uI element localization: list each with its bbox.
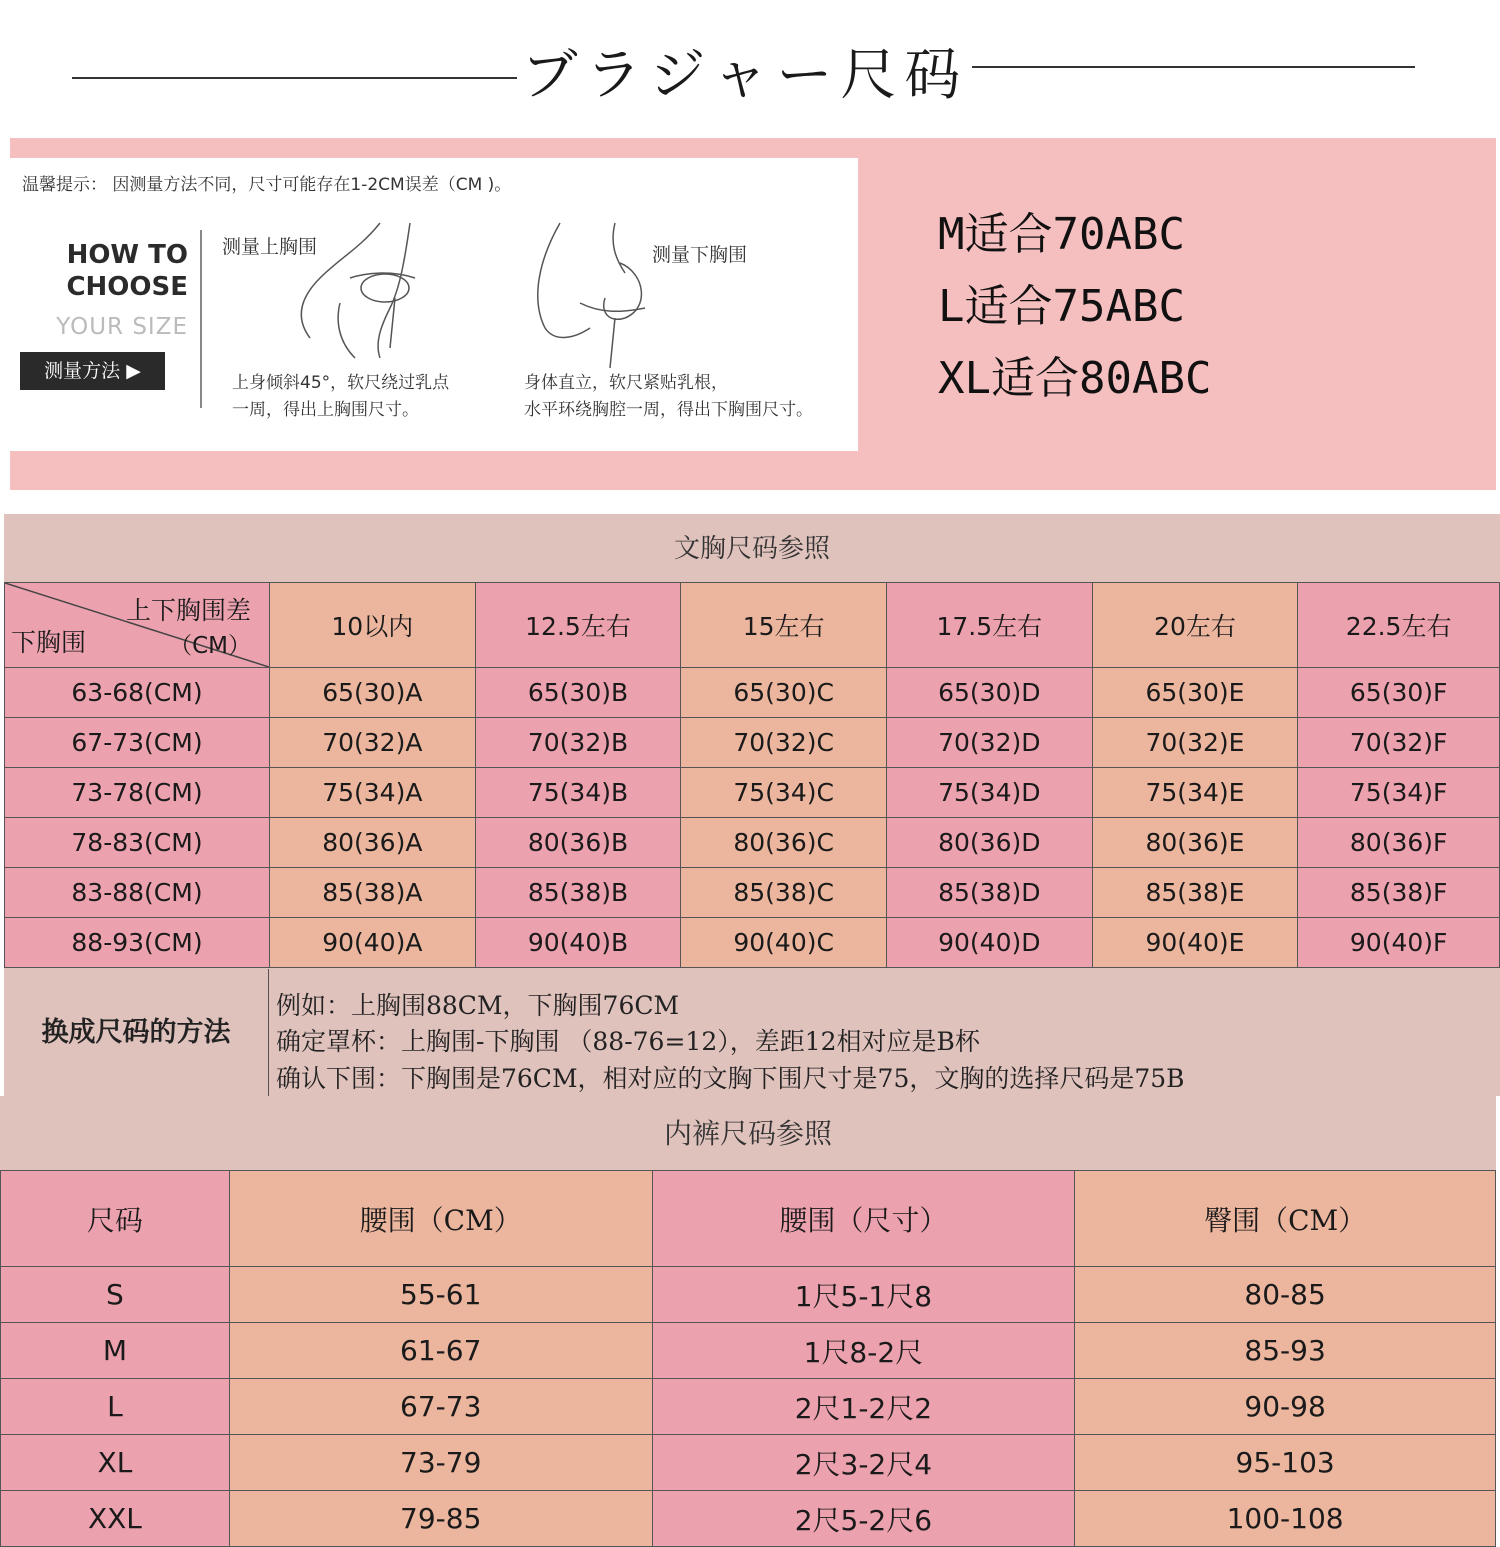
bra-table-row [5,768,1500,818]
panty-table-caption: 内裤尺码参照 [663,1117,832,1150]
method-line-cup: 确定罩杯：上胸围-下胸围 （88-76=12），差距12相对应是B杯 [276,1027,980,1056]
bra-size-cell: 65(30)C [681,668,887,718]
bra-col-header: 22.5左右 [1298,583,1500,668]
panty-hip-cell: 80-85 [1075,1267,1496,1323]
bra-col-header: 10以内 [270,583,476,668]
bra-corner-cell [5,583,270,668]
panty-waist-chi-cell: 1尺5-1尺8 [652,1267,1075,1323]
bra-size-cell: 70(32)C [681,718,887,768]
bra-range-cell: 63-68(CM) [5,668,270,718]
lower-bust-label: 测量下胸围 [652,244,748,266]
corner-top-label: 上下胸围差 [125,596,251,625]
panty-waist-chi-cell: 2尺1-2尺2 [652,1379,1075,1435]
bra-col-header: 20左右 [1092,583,1298,668]
panty-col-header: 臀围（CM） [1075,1171,1496,1267]
bra-size-cell: 90(40)C [681,918,887,968]
bra-size-cell: 80(36)C [681,818,887,868]
bra-range-cell: 83-88(CM) [5,868,270,918]
bra-size-cell: 70(32)E [1092,718,1298,768]
bra-range-cell: 67-73(CM) [5,718,270,768]
panty-table-row [1,1267,1496,1323]
panty-waist-cm-cell: 73-79 [229,1435,652,1491]
panty-hip-cell: 100-108 [1075,1491,1496,1547]
title-rule-left [72,77,517,79]
bra-size-cell: 90(40)D [886,918,1092,968]
bra-size-cell: 65(30)B [475,668,681,718]
panty-col-header: 腰围（CM） [229,1171,652,1267]
panty-table-row [1,1435,1496,1491]
fit-text-m: M适合70ABC [938,209,1185,260]
lower-bust-description [524,370,813,424]
bra-range-cell: 88-93(CM) [5,918,270,968]
panty-size-table [0,1170,1496,1547]
panty-size-cell: XXL [1,1491,230,1547]
bra-col-header: 17.5左右 [886,583,1092,668]
howto-heading-line1: HOW TO [66,240,188,270]
measuring-guide [10,158,858,451]
bra-size-cell: 80(36)D [886,818,1092,868]
panty-col-header: 腰围（尺寸） [652,1171,1075,1267]
bra-size-cell: 75(34)A [270,768,476,818]
bra-size-cell: 85(38)F [1298,868,1500,918]
bra-size-cell: 75(34)D [886,768,1092,818]
panty-waist-chi-cell: 2尺3-2尺4 [652,1435,1075,1491]
upper-desc-line2: 一周，得出上胸围尺寸。 [232,400,419,420]
bra-size-cell: 80(36)F [1298,818,1500,868]
bra-table-row [5,818,1500,868]
bra-size-table [4,582,1500,968]
bra-range-cell: 73-78(CM) [5,768,270,818]
lower-desc-line1: 身体直立，软尺紧贴乳根， [524,373,728,393]
bra-size-cell: 85(38)D [886,868,1092,918]
corner-bottom-label: 下胸围 [11,628,87,657]
bra-size-cell: 65(30)D [886,668,1092,718]
panty-waist-chi-cell: 2尺5-2尺6 [652,1491,1075,1547]
panty-size-cell: XL [1,1435,230,1491]
bra-size-cell: 70(32)A [270,718,476,768]
panty-header-row [1,1171,1496,1267]
upper-bust-description [232,370,449,424]
fit-text-l: L适合75ABC [938,281,1185,332]
bra-table-row [5,918,1500,968]
bra-size-cell: 65(30)E [1092,668,1298,718]
title-rule-right [972,66,1415,68]
panty-hip-cell: 95-103 [1075,1435,1496,1491]
fit-text-xl: XL适合80ABC [938,353,1212,404]
panty-size-cell: L [1,1379,230,1435]
bra-size-cell: 80(36)B [475,818,681,868]
panty-waist-cm-cell: 55-61 [229,1267,652,1323]
panty-waist-cm-cell: 79-85 [229,1491,652,1547]
bra-size-cell: 85(38)A [270,868,476,918]
panty-waist-cm-cell: 67-73 [229,1379,652,1435]
measure-method-button[interactable]: 测量方法 ▶ [20,352,165,390]
bra-size-cell: 85(38)C [681,868,887,918]
bra-table-row [5,718,1500,768]
page-title: ブラジャー尺码 [521,43,969,108]
lower-bust-figure-icon [520,218,670,368]
panty-size-cell: M [1,1323,230,1379]
bra-size-cell: 70(32)F [1298,718,1500,768]
method-line-band: 确认下围：下胸围是76CM，相对应的文胸下围尺寸是75，文胸的选择尺码是75B [276,1064,1185,1093]
bra-size-cell: 90(40)E [1092,918,1298,968]
bra-size-cell: 90(40)F [1298,918,1500,968]
bra-header-row [5,583,1500,668]
bra-size-cell: 80(36)E [1092,818,1298,868]
measure-tip: 温馨提示： 因测量方法不同，尺寸可能存在1-2CM误差（CM )。 [22,175,512,195]
corner-unit-label: （CM） [169,633,251,659]
panty-size-cell: S [1,1267,230,1323]
panty-waist-cm-cell: 61-67 [229,1323,652,1379]
bra-table-caption: 文胸尺码参照 [673,534,830,564]
bra-size-cell: 90(40)B [475,918,681,968]
bra-size-cell: 85(38)B [475,868,681,918]
size-conversion-method [4,969,1500,1096]
bra-size-cell: 65(30)F [1298,668,1500,718]
panty-hip-cell: 90-98 [1075,1379,1496,1435]
bra-size-section [4,514,1500,1096]
guide-divider [200,230,202,408]
panty-size-section [0,1096,1496,1542]
bra-table-row [5,668,1500,718]
bra-size-cell: 75(34)E [1092,768,1298,818]
panty-table-row [1,1379,1496,1435]
panty-waist-chi-cell: 1尺8-2尺 [652,1323,1075,1379]
howto-heading-line3: YOUR SIZE [56,314,188,340]
bra-col-header: 15左右 [681,583,887,668]
method-line-example: 例如：上胸围88CM，下胸围76CM [276,991,680,1020]
bra-range-cell: 78-83(CM) [5,818,270,868]
panty-hip-cell: 85-93 [1075,1323,1496,1379]
upper-bust-label: 测量上胸围 [222,236,318,258]
bra-size-cell: 75(34)F [1298,768,1500,818]
bra-table-row [5,868,1500,918]
panty-table-row [1,1491,1496,1547]
panty-col-header: 尺码 [1,1171,230,1267]
howto-heading-line2: CHOOSE [66,272,188,302]
bra-size-cell: 85(38)E [1092,868,1298,918]
lower-desc-line2: 水平环绕胸腔一周，得出下胸围尺寸。 [524,400,813,420]
method-title: 换成尺码的方法 [4,969,269,1096]
panty-table-row [1,1323,1496,1379]
bra-size-cell: 90(40)A [270,918,476,968]
bra-col-header: 12.5左右 [475,583,681,668]
bra-size-cell: 75(34)C [681,768,887,818]
upper-desc-line1: 上身倾斜45°，软尺绕过乳点 [232,373,450,393]
bra-size-cell: 70(32)B [475,718,681,768]
bra-size-cell: 65(30)A [270,668,476,718]
bra-size-cell: 70(32)D [886,718,1092,768]
bra-size-cell: 80(36)A [270,818,476,868]
bra-size-cell: 75(34)B [475,768,681,818]
